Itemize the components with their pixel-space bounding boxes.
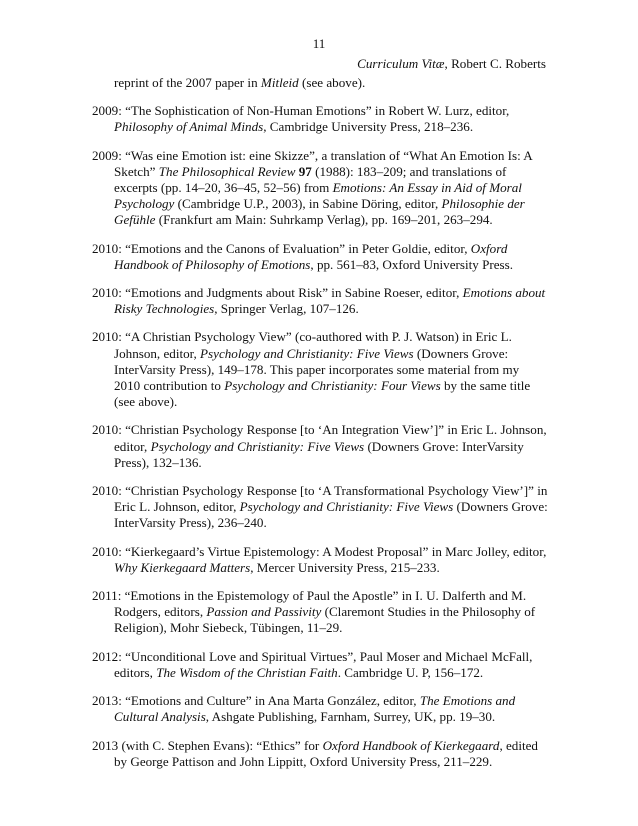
italic-title: Why Kierkegaard Matters [114,559,251,575]
entry-text: 2013: “Emotions and Culture” in Ana Marta González, editor, [92,693,420,709]
entry-text: 2010: “Christian Psychology Response [to ‘An Integration View’]” in Eric L. Johnson, editor, [92,422,547,454]
entry-text: , Springer Verlag, 107–126. [214,301,359,317]
entry-text: , Ashgate Publishing, Farnham, Surrey, UK, pp. 19–30. [205,709,496,725]
entry-text: (see above). [298,75,366,90]
entry-text: (Cambridge U.P., 2003), in Sabine Döring, editor, [174,196,442,212]
bibliography-entry [92,329,548,410]
entry-text: (Downers Grove: InterVarsity Press), 236–240. [114,499,548,531]
bibliography-entry [92,148,548,229]
entry-text: 2010: “Emotions and Judgments about Risk” in Sabine Roeser, editor, [92,285,463,301]
bibliography-entry [92,544,548,576]
running-header-title: Curriculum Vitæ [357,56,445,71]
bibliography-entry [92,285,548,317]
entry-text: (Claremont Studies in the Philosophy of Religion), Mohr Siebeck, Tübingen, 11–29. [114,604,536,636]
italic-title: Psychology and Christianity: Four Views [224,378,441,394]
italic-title: Passion and Passivity [206,604,322,620]
bibliography-entry [92,693,548,725]
volume-number: 97 [298,163,312,179]
italic-title: The Emotions and Cultural Analysis [114,693,516,725]
entry-text: , edited by George Pattison and John Lippitt, Oxford University Press, 211–229. [114,737,538,769]
italic-title: Emotions: An Essay in Aid of Moral Psychology [114,180,522,212]
entry-text: 2010: “A Christian Psychology View” (co-authored with P. J. Watson) in Eric L. Johnson, editor, [92,329,512,361]
bibliography-entry [92,649,548,681]
entry-text: , Mercer University Press, 215–233. [250,559,440,575]
running-header-author: , Robert C. Roberts [444,56,546,71]
bibliography-entry [92,588,548,637]
italic-title: Mitleid [260,75,299,90]
entry-text: 2009: “Was eine Emotion ist: eine Skizze”, a translation of “What An Emotion Is: A Sketch” [92,147,533,179]
italic-title: Philosophy of Animal Minds [114,119,264,135]
italic-title: Oxford Handbook of Kierkegaard [322,737,500,753]
italic-title: Emotions about Risky Technologies [114,285,546,317]
entry-text: 2013 (with C. Stephen Evans): “Ethics” for [92,737,323,753]
italic-title: Psychology and Christianity: Five Views [239,499,454,515]
entry-text: by the same title (see above). [114,378,531,410]
entry-text: . Cambridge U. P, 156–172. [337,664,484,680]
entry-text: (Downers Grove: InterVarsity Press), 149–178. This paper incorporates some material from my 2010 contribution to [114,345,520,394]
entry-text: (1988): 183–209; and translations of excerpts (pp. 14–20, 36–45, 52–56) from [114,163,507,196]
bibliography-list [92,75,548,782]
italic-title: Psychology and Christianity: Five Views [200,345,414,361]
italic-title: The Wisdom of the Christian Faith [156,664,338,680]
bibliography-entry [92,738,548,770]
entry-text: 2010: “Christian Psychology Response [to ‘A Transformational Psychology View’]” in Eric L. Johnson, editor, [92,483,548,515]
entry-text: reprint of the 2007 paper in [114,75,261,90]
continued-entry [92,75,548,91]
italic-title: Psychology and Christianity: Five Views [150,438,365,454]
running-header [357,56,546,72]
entry-text: (Frankfurt am Main: Suhrkamp Verlag), pp. 169–201, 263–294. [155,212,493,228]
bibliography-entry [92,483,548,532]
entry-text: 2011: “Emotions in the Epistemology of Paul the Apostle” in I. U. Dalferth and M. Rodgers, editors, [92,588,527,620]
italic-title: Oxford Handbook of Philosophy of Emotions [114,240,508,272]
italic-title: The Philosophical Review [158,163,296,179]
bibliography-entry [92,103,548,135]
entry-text: 2010: “Kierkegaard’s Virtue Epistemology: A Modest Proposal” in Marc Jolley, editor, [92,543,547,559]
entry-text: , Cambridge University Press, 218–236. [263,119,474,135]
italic-title: Philosophie der Gefühle [114,196,525,228]
entry-text: (Downers Grove: InterVarsity Press), 132–136. [114,438,524,470]
bibliography-entry [92,422,548,471]
entry-text: 2010: “Emotions and the Canons of Evaluation” in Peter Goldie, editor, [92,240,471,256]
page-number: 11 [312,36,326,51]
entry-text: 2012: “Unconditional Love and Spiritual Virtues”, Paul Moser and Michael McFall, editors, [92,648,533,680]
bibliography-entry [92,241,548,273]
entry-text: , pp. 561–83, Oxford University Press. [310,256,513,272]
entry-text: 2009: “The Sophistication of Non-Human Emotions” in Robert W. Lurz, editor, [92,103,510,119]
